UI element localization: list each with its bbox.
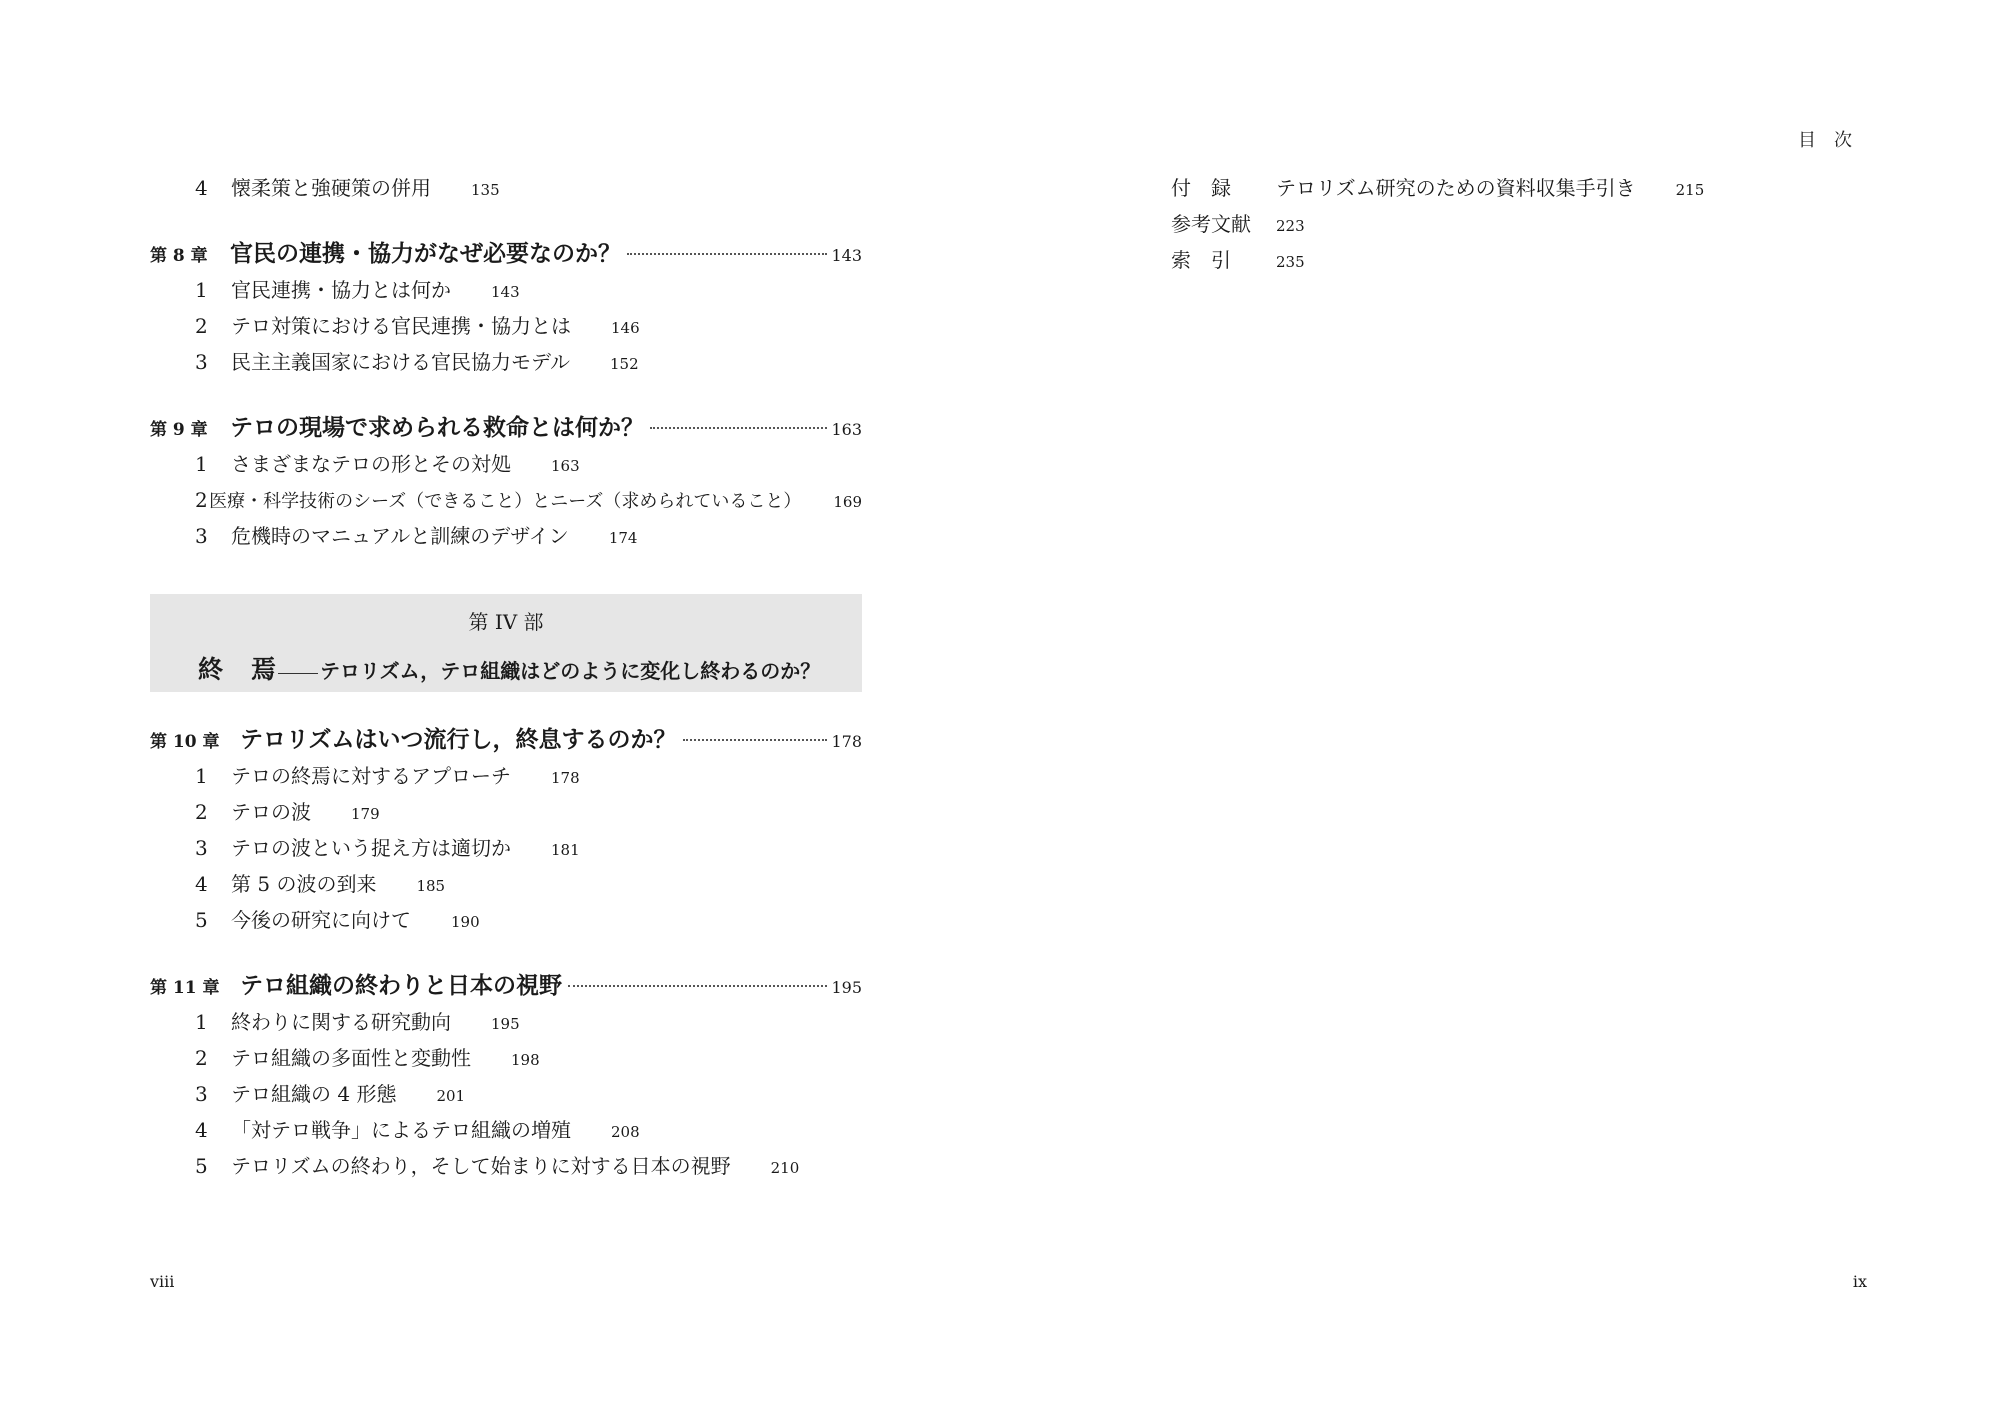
toc-section-entry[interactable] (150, 1040, 862, 1076)
toc-section-entry[interactable] (150, 308, 862, 344)
section-title: 官民連携・協力とは何か (231, 278, 451, 302)
part-subtitle: テロリズム，テロ組織はどのように変化し終わるのか？ (320, 659, 821, 683)
section-number: 4 (195, 176, 208, 200)
toc-references-entry[interactable] (1171, 206, 1871, 242)
section-title: テロの波 (231, 800, 311, 824)
section-page-number: 185 (416, 877, 446, 895)
em-dash-rule (278, 673, 318, 674)
section-page-number: 201 (436, 1087, 466, 1105)
section-page-number: 179 (351, 805, 380, 823)
chapter-number: 第 9 章 (150, 420, 208, 440)
dot-leader (627, 253, 827, 255)
chapter-number: 第 8 章 (150, 246, 208, 266)
toc-section-entry[interactable] (150, 758, 862, 794)
part-main-title: 終焉 (198, 655, 305, 684)
section-number: 4 (195, 1118, 208, 1142)
section-page-number: 146 (611, 319, 640, 337)
toc-section-entry[interactable] (150, 344, 862, 380)
appendix-page-number: 215 (1675, 181, 1705, 199)
dot-leader (568, 985, 827, 987)
toc-section-entry[interactable] (150, 170, 862, 206)
dot-leader (683, 739, 828, 741)
toc-chapter-entry[interactable] (150, 968, 862, 1004)
section-title: テロの終焉に対するアプローチ (231, 764, 511, 788)
section-number: 2 (195, 488, 208, 512)
chapter-page-number: 163 (831, 420, 862, 439)
chapter-number: 第 10 章 (150, 732, 220, 752)
section-title: 第 5 の波の到来 (231, 872, 377, 896)
section-title: 危機時のマニュアルと訓練のデザイン (231, 524, 569, 548)
toc-section-entry[interactable] (150, 482, 862, 518)
section-number: 3 (195, 836, 208, 860)
toc-section-entry[interactable] (150, 830, 862, 866)
toc-list-left (150, 170, 862, 1184)
section-title: テロの波という捉え方は適切か (231, 836, 511, 860)
section-title: 今後の研究に向けて (231, 908, 411, 932)
section-title: テロ対策における官民連携・協力とは (231, 314, 571, 338)
toc-section-entry[interactable] (150, 1076, 862, 1112)
part-heading-box (150, 594, 862, 692)
section-title: 懐柔策と強硬策の併用 (231, 176, 431, 200)
section-number: 5 (195, 908, 208, 932)
section-title: 終わりに関する研究動向 (231, 1010, 451, 1034)
toc-section-entry[interactable] (150, 866, 862, 902)
section-number: 2 (195, 314, 208, 338)
page-number-left: viii (150, 1272, 175, 1291)
section-page-number: 208 (611, 1123, 640, 1141)
section-number: 2 (195, 1046, 208, 1070)
chapter-title: 官民の連携・協力がなぜ必要なのか？ (230, 241, 621, 267)
section-title: テロリズムの終わり，そして始まりに対する日本の視野 (231, 1154, 731, 1178)
toc-list-right (1171, 170, 1871, 278)
running-head: 目次 (1798, 130, 1870, 151)
toc-chapter-entry[interactable] (150, 236, 862, 272)
chapter-title: テロリズムはいつ流行し，終息するのか？ (240, 727, 677, 753)
section-number: 3 (195, 1082, 208, 1106)
section-page-number: 135 (471, 181, 500, 199)
section-number: 5 (195, 1154, 208, 1178)
references-label: 参考文献 (1171, 212, 1251, 236)
page-number-right: ix (1852, 1272, 1867, 1291)
chapter-page-number: 195 (831, 978, 862, 997)
appendix-title: テロリズム研究のための資料収集手引き (1276, 176, 1636, 200)
references-page-number: 223 (1276, 217, 1305, 235)
section-number: 3 (195, 524, 208, 548)
section-page-number: 163 (551, 457, 580, 475)
section-number: 1 (195, 1010, 208, 1034)
chapter-page-number: 178 (831, 732, 862, 751)
section-number: 3 (195, 350, 208, 374)
section-page-number: 181 (551, 841, 580, 859)
toc-index-entry[interactable] (1171, 242, 1871, 278)
section-page-number: 178 (551, 769, 580, 787)
dot-leader (650, 427, 827, 429)
toc-section-entry[interactable] (150, 446, 862, 482)
section-title: 「対テロ戦争」によるテロ組織の増殖 (231, 1118, 571, 1142)
section-title: 民主主義国家における官民協力モデル (231, 350, 570, 374)
toc-section-entry[interactable] (150, 518, 862, 554)
toc-section-entry[interactable] (150, 1112, 862, 1148)
chapter-page-number: 143 (831, 246, 862, 265)
toc-section-entry[interactable] (150, 1004, 862, 1040)
section-number: 1 (195, 278, 208, 302)
section-page-number: 152 (610, 355, 639, 373)
index-label: 索 引 (1171, 248, 1231, 272)
section-number: 2 (195, 800, 208, 824)
toc-section-entry[interactable] (150, 272, 862, 308)
section-title: テロ組織の多面性と変動性 (231, 1046, 471, 1070)
index-page-number: 235 (1276, 253, 1305, 271)
section-page-number: 190 (451, 913, 480, 931)
right-page (1000, 0, 2000, 1414)
section-page-number: 198 (511, 1051, 540, 1069)
chapter-title: テロ組織の終わりと日本の視野 (240, 973, 562, 999)
appendix-label: 付 録 (1171, 176, 1231, 200)
section-page-number: 195 (491, 1015, 520, 1033)
chapter-number: 第 11 章 (150, 978, 220, 998)
toc-chapter-entry[interactable] (150, 410, 862, 446)
section-number: 4 (195, 872, 208, 896)
section-title: さまざまなテロの形とその対処 (231, 452, 511, 476)
toc-appendix-entry[interactable] (1171, 170, 1871, 206)
toc-section-entry[interactable] (150, 902, 862, 938)
toc-section-entry[interactable] (150, 1148, 862, 1184)
section-page-number: 143 (491, 283, 520, 301)
section-page-number: 169 (833, 493, 862, 511)
section-page-number: 210 (770, 1159, 800, 1177)
section-title: 医療・科学技術のシーズ（できること）とニーズ（求められていること） (209, 491, 802, 512)
part-title (198, 650, 820, 686)
toc-chapter-entry[interactable] (150, 722, 862, 758)
part-number: 第 IV 部 (468, 610, 544, 634)
section-page-number: 174 (608, 529, 638, 547)
section-title: テロ組織の 4 形態 (231, 1082, 397, 1106)
section-number: 1 (195, 452, 208, 476)
chapter-title: テロの現場で求められる救命とは何か？ (230, 415, 644, 441)
section-number: 1 (195, 764, 208, 788)
toc-section-entry[interactable] (150, 794, 862, 830)
